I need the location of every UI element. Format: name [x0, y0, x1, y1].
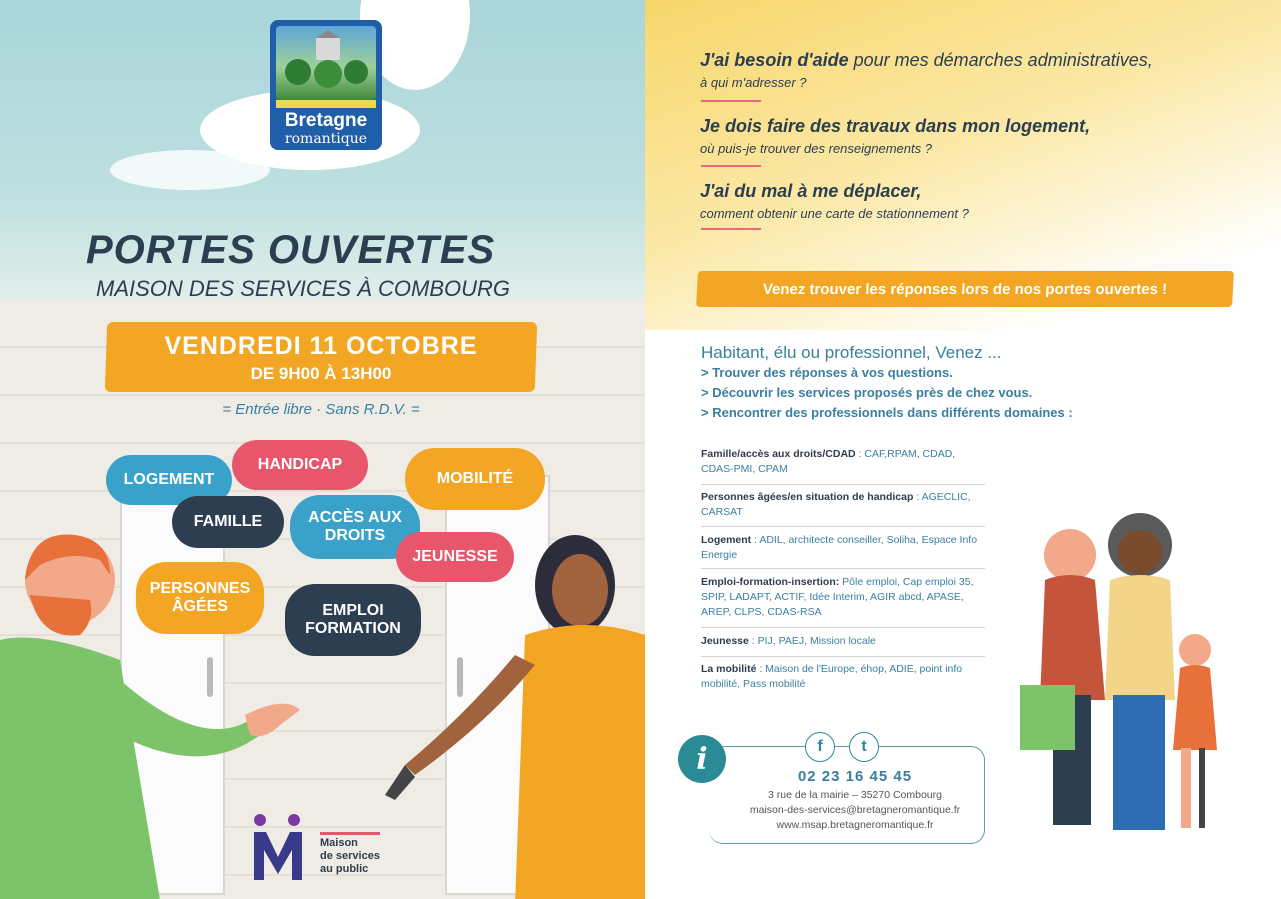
- question-3-strong: J'ai du mal à me déplacer,: [700, 181, 922, 201]
- entry-note: = Entrée libre · Sans R.D.V. =: [222, 401, 420, 418]
- service-sep-5: [701, 656, 985, 657]
- bubble-logement: LOGEMENT: [106, 455, 232, 505]
- bubble-jeunesse: JEUNESSE: [396, 532, 514, 582]
- divider-3: [701, 228, 761, 230]
- contact-phone: 02 23 16 45 45: [797, 768, 913, 785]
- service-famille-label: Famille/accès aux droits/CDAD: [701, 448, 856, 460]
- service-personnes-agees: [701, 490, 985, 520]
- bullet-1: > Trouver des réponses à vos questions.: [701, 365, 953, 380]
- service-sep-3: [701, 568, 985, 569]
- intro-text: Habitant, élu ou professionnel, Venez ...: [701, 343, 1002, 362]
- service-famille: [701, 447, 985, 477]
- service-logement-text: : ADIL, architecte conseiller, Soliha, Espace Info Energie: [701, 534, 978, 562]
- bubble-personnes-agees: PERSONNES ÂGÉES: [136, 562, 264, 634]
- event-subtitle: MAISON DES SERVICES À COMBOURG: [96, 276, 511, 301]
- bubble-acces-aux-droits: ACCÈS AUX DROITS: [290, 495, 420, 559]
- bretagne-romantique-logo: [270, 20, 382, 150]
- service-jeunesse-label: Jeunesse: [701, 635, 749, 647]
- contact-website[interactable]: www.msap.bretagneromantique.fr: [776, 819, 934, 831]
- facebook-icon[interactable]: f: [805, 732, 835, 762]
- bullet-3: > Rencontrer des professionnels dans différents domaines :: [701, 405, 1073, 420]
- service-mobilite: [701, 662, 985, 692]
- contact-address: 3 rue de la mairie – 35270 Combourg: [768, 789, 942, 801]
- service-logement: [701, 533, 985, 563]
- service-sep-2: [701, 526, 985, 527]
- cta-banner: Venez trouver les réponses lors de nos portes ouvertes !: [696, 271, 1234, 307]
- msap-line2: de services: [320, 850, 380, 863]
- service-emploi: [701, 575, 985, 621]
- bubble-famille: FAMILLE: [172, 496, 284, 548]
- service-jeunesse: [701, 634, 985, 649]
- question-3-sub: comment obtenir une carte de stationnement ?: [700, 206, 969, 221]
- msap-line1: Maison: [320, 837, 358, 849]
- bubble-mobilite: MOBILITÉ: [405, 448, 545, 510]
- question-2-sub: où puis-je trouver des renseignements ?: [700, 141, 932, 156]
- question-1-strong: J'ai besoin d'aide: [700, 50, 849, 70]
- logo-strip: [276, 100, 376, 108]
- divider-2: [701, 165, 761, 167]
- question-2: [700, 116, 1090, 156]
- twitter-icon[interactable]: t: [849, 732, 879, 762]
- contact-email[interactable]: maison-des-services@bretagneromantique.fr: [749, 804, 961, 816]
- service-emploi-text: Pôle emploi, Cap emploi 35, SPIP, LADAPT, ACTIF, Idée Interim, AGIR abcd, APASE, AREP, CLPS, CDAS-RSA: [701, 576, 974, 619]
- event-title: PORTES OUVERTES: [86, 228, 496, 272]
- cloud-left-2: [110, 150, 270, 190]
- bubble-emploi-formation: EMPLOI FORMATION: [285, 584, 421, 656]
- msap-line3: au public: [320, 863, 369, 876]
- question-3: [700, 181, 969, 221]
- event-date: VENDREDI 11 OCTOBRE: [164, 332, 478, 360]
- service-personnes-text: : AGECLIC, CARSAT: [701, 491, 971, 519]
- service-emploi-label: Emploi-formation-insertion:: [701, 576, 840, 588]
- bubble-handicap: HANDICAP: [232, 440, 368, 490]
- service-mobilite-label: La mobilité: [701, 663, 757, 675]
- info-icon: i: [678, 735, 726, 783]
- service-sep-4: [701, 627, 985, 628]
- divider-1: [701, 100, 761, 102]
- service-famille-text: : CAF,RPAM, CDAD, CDAS-PMI, CPAM: [701, 448, 956, 476]
- logo-landscape: [276, 26, 376, 100]
- question-1-sub: à qui m'adresser ?: [700, 75, 807, 90]
- event-time: DE 9H00 À 13H00: [250, 364, 392, 383]
- woman-illustration: [375, 525, 645, 899]
- question-1: [700, 50, 1153, 90]
- service-sep-1: [701, 484, 985, 485]
- msap-logo-icon: [248, 812, 308, 882]
- bullet-2: > Découvrir les services proposés près de chez vous.: [701, 385, 1033, 400]
- right-panel: [645, 0, 1281, 899]
- service-mobilite-text: : Maison de l'Europe, éhop, ADIE, point info mobilité, Pass mobilité: [701, 663, 963, 691]
- question-2-strong: Je dois faire des travaux dans mon logement,: [700, 116, 1091, 136]
- question-1-rest: pour mes démarches administratives,: [848, 50, 1153, 70]
- service-personnes-label: Personnes âgées/en situation de handicap: [701, 491, 914, 503]
- service-jeunesse-text: : PIJ, PAEJ, Mission locale: [748, 635, 876, 647]
- family-illustration: [1015, 510, 1235, 840]
- logo-line2: romantique: [284, 131, 368, 147]
- msap-text: [320, 832, 380, 877]
- logo-line1: Bretagne: [284, 110, 368, 131]
- service-logement-label: Logement: [701, 534, 752, 546]
